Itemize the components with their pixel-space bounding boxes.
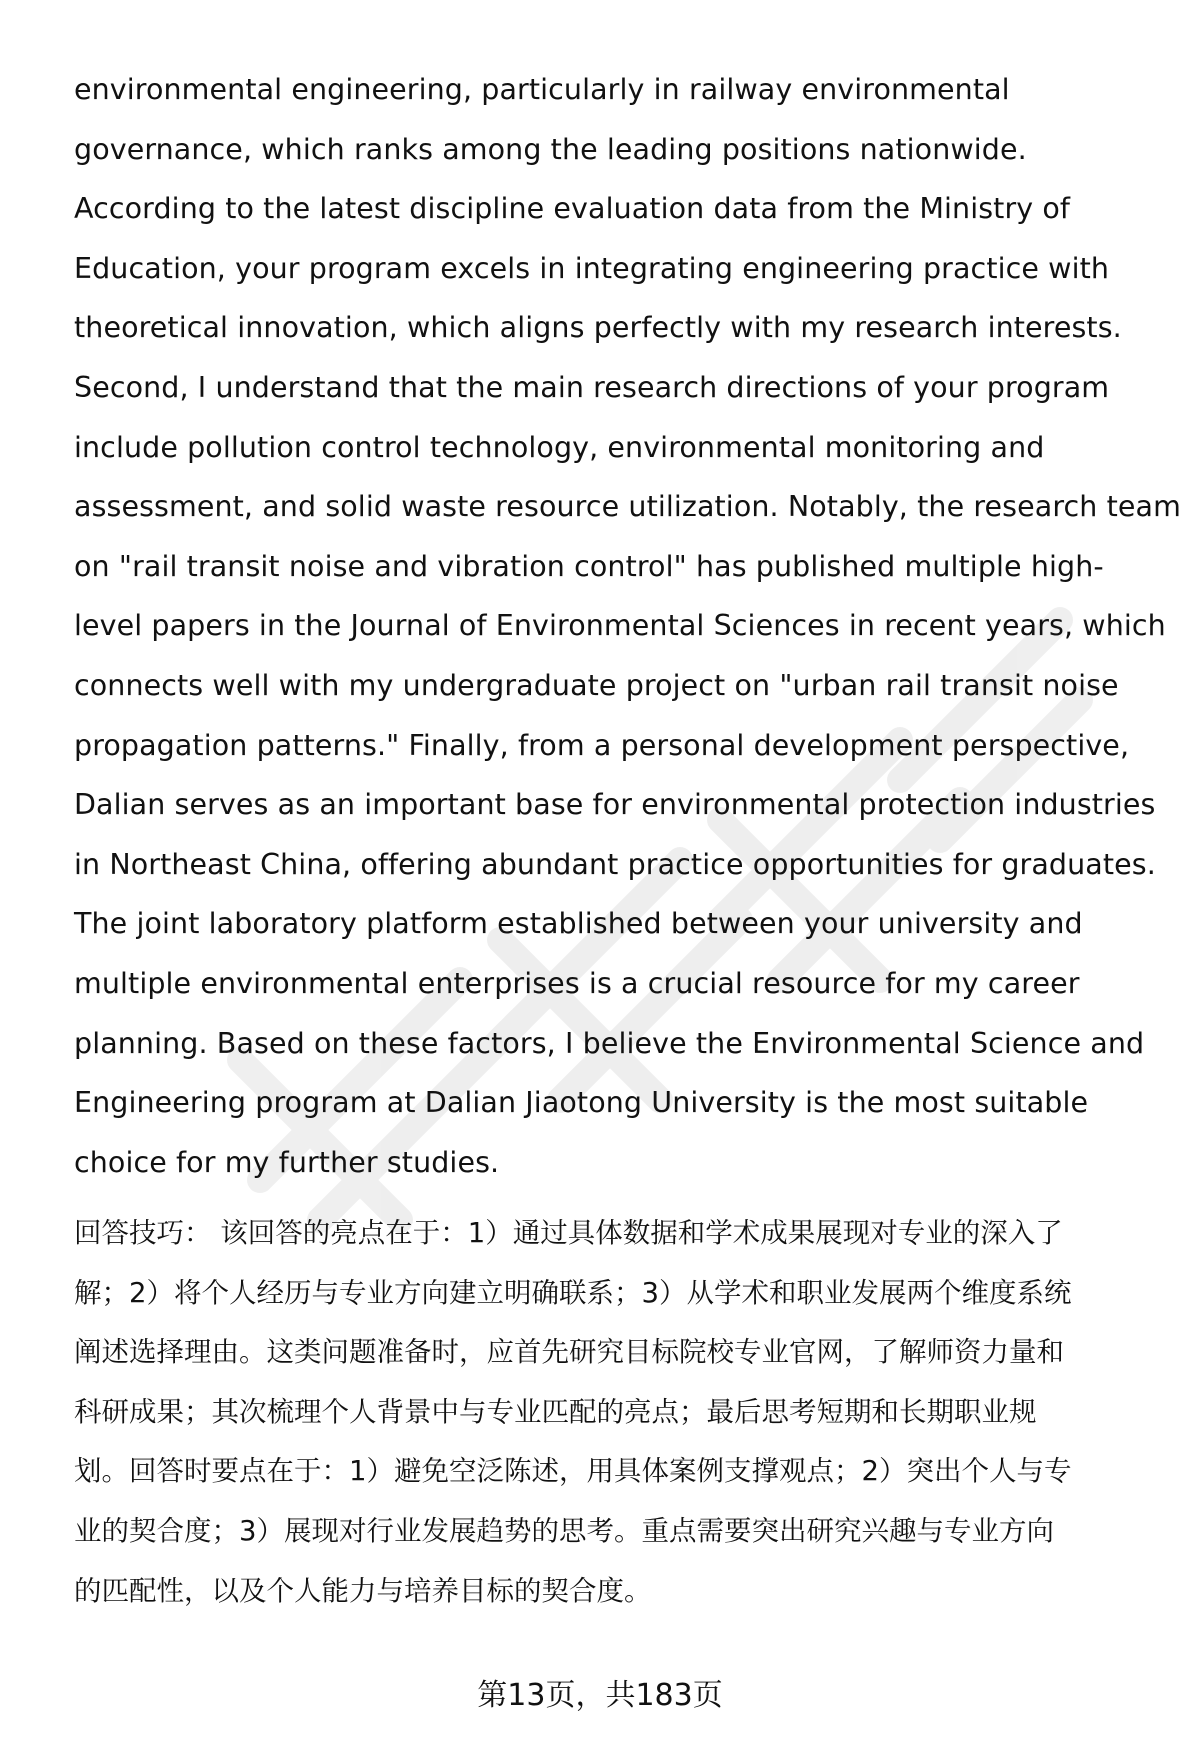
body-line: level papers in the Journal of Environmental Sciences in recent years, which — [74, 609, 1166, 643]
body-line: theoretical innovation, which aligns perfectly with my research interests. — [74, 311, 1122, 345]
body-line: Engineering program at Dalian Jiaotong University is the most suitable — [74, 1086, 1089, 1120]
tips-line: 的匹配性，以及个人能力与培养目标的契合度。 — [74, 1574, 652, 1607]
tips-line: 解；2）将个人经历与专业方向建立明确联系；3）从学术和职业发展两个维度系统 — [74, 1276, 1072, 1309]
tips-line: 科研成果；其次梳理个人背景中与专业匹配的亮点；最后思考短期和长期职业规 — [74, 1395, 1037, 1428]
body-line: include pollution control technology, environmental monitoring and — [74, 430, 1045, 464]
body-line: According to the latest discipline evaluation data from the Ministry of — [74, 192, 1071, 226]
page-number: 第13页，共183页 — [477, 1678, 723, 1713]
body-line: Second, I understand that the main research directions of your program — [74, 370, 1110, 404]
answer-tips — [74, 1204, 1164, 1621]
body-line: assessment, and solid waste resource utilization. Notably, the research team — [74, 490, 1181, 524]
tips-line: 回答技巧： 该回答的亮点在于：1）通过具体数据和学术成果展现对专业的深入了 — [74, 1217, 1063, 1249]
body-line: Education, your program excels in integrating engineering practice with — [74, 251, 1110, 285]
body-line: propagation patterns." Finally, from a personal development perspective, — [74, 728, 1130, 762]
tips-line: 划。回答时要点在于：1）避免空泛陈述，用具体案例支撑观点；2）突出个人与专 — [74, 1455, 1072, 1488]
body-line: environmental engineering, particularly in railway environmental — [74, 73, 1010, 106]
body-line: governance, which ranks among the leading positions nationwide. — [74, 132, 1027, 166]
body-line: planning. Based on these factors, I believe the Environmental Science and — [74, 1026, 1145, 1060]
body-line: The joint laboratory platform established between your university and — [74, 907, 1083, 941]
body-line: choice for my further studies. — [74, 1145, 500, 1179]
body-line: multiple environmental enterprises is a crucial resource for my career — [74, 966, 1080, 1000]
body-text — [74, 60, 1181, 1192]
body-line: Dalian serves as an important base for environmental protection industries — [74, 788, 1156, 822]
body-line: connects well with my undergraduate project on "urban rail transit noise — [74, 668, 1119, 702]
tips-line: 业的契合度；3）展现对行业发展趋势的思考。重点需要突出研究兴趣与专业方向 — [74, 1514, 1054, 1547]
body-line: on "rail transit noise and vibration control" has published multiple high- — [74, 549, 1104, 583]
body-line: in Northeast China, offering abundant practice opportunities for graduates. — [74, 847, 1156, 881]
tips-line: 阐述选择理由。这类问题准备时，应首先研究目标院校专业官网，了解师资力量和 — [74, 1336, 1064, 1369]
